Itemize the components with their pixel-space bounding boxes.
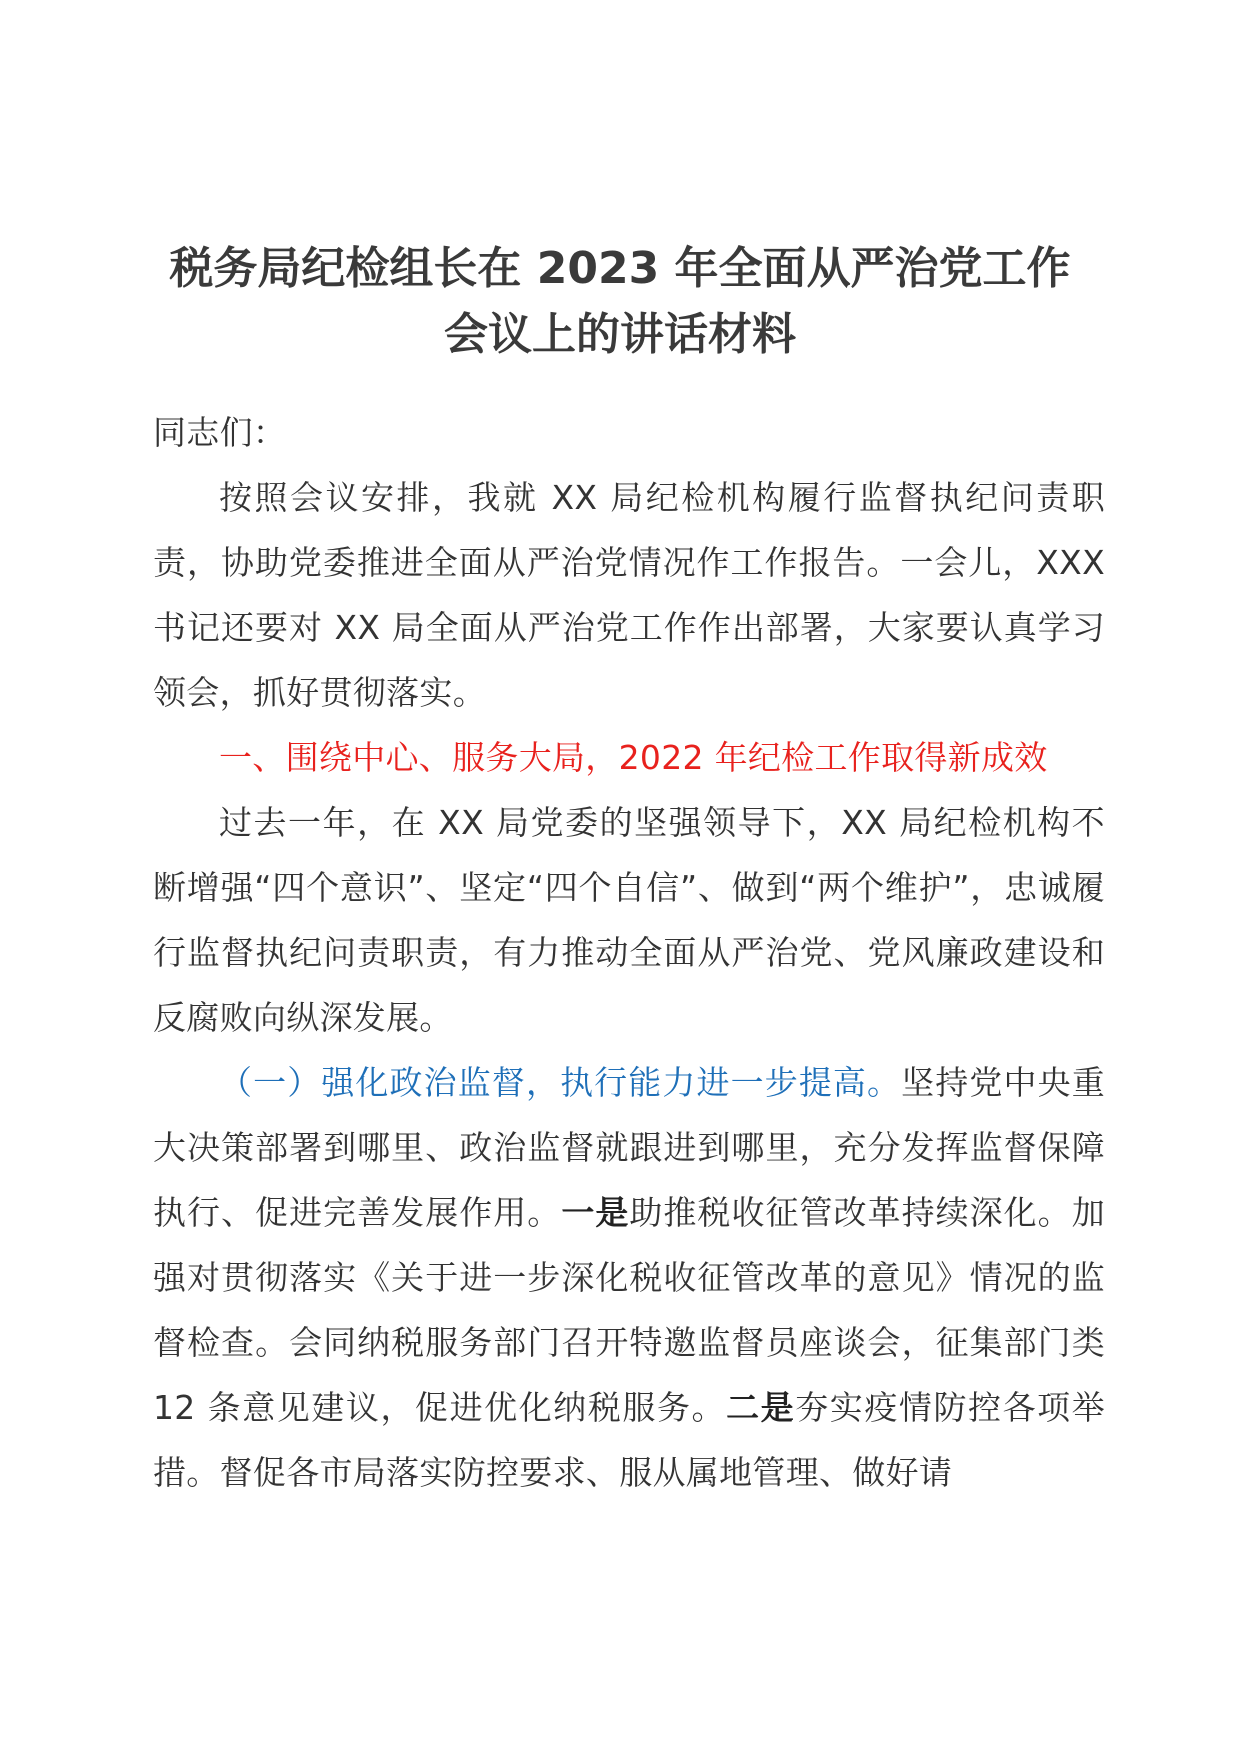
bold-marker-first: 一是 [561,1193,630,1232]
subsection-heading-1: （一）强化政治监督，执行能力进一步提高。 [219,1063,902,1102]
title-line-1: 税务局纪检组长在 2023 年全面从严治党工作 [169,243,1071,294]
salutation: 同志们： [153,413,287,452]
section-heading-1: 一、围绕中心、服务大局，2022 年纪检工作取得新成效 [219,738,1048,777]
document-body [153,400,1105,1505]
paragraph-text: 夯实疫情防控各项举措。督促各市局落实防控要求、服从属地管理、做好请 [153,1388,1105,1492]
document-title [140,236,1100,368]
paragraph-text: 助推税收征管改革持续深化。加强对贯彻落实《关于进一步深化税收征管改革的意见》情况的监督检查。会同纳税服务部门召开特邀监督员座谈会，征集部门类 12 条意见建议，促进优化纳税服务。 [153,1193,1106,1427]
paragraph-text: 坚持党中央重大决策部署到哪里、政治监督就跟进到哪里，充分发挥监督保障执行、促进完善发展作用。 [153,1063,1105,1232]
title-line-2: 会议上的讲话材料 [444,309,796,360]
bold-marker-second: 二是 [726,1388,796,1427]
paragraph-political-supervision [153,1050,1105,1505]
paragraph-review: 过去一年，在 XX 局党委的坚强领导下，XX 局纪检机构不断增强“四个意识”、坚定“四个自信”、做到“两个维护”，忠诚履行监督执纪问责职责，有力推动全面从严治党、党风廉政建设和反腐败向纵深发展。 [153,803,1105,1037]
paragraph-intro: 按照会议安排，我就 XX 局纪检机构履行监督执纪问责职责，协助党委推进全面从严治党情况作工作报告。一会儿，XXX 书记还要对 XX 局全面从严治党工作作出部署，大家要认真学习领会，抓好贯彻落实。 [153,478,1105,712]
